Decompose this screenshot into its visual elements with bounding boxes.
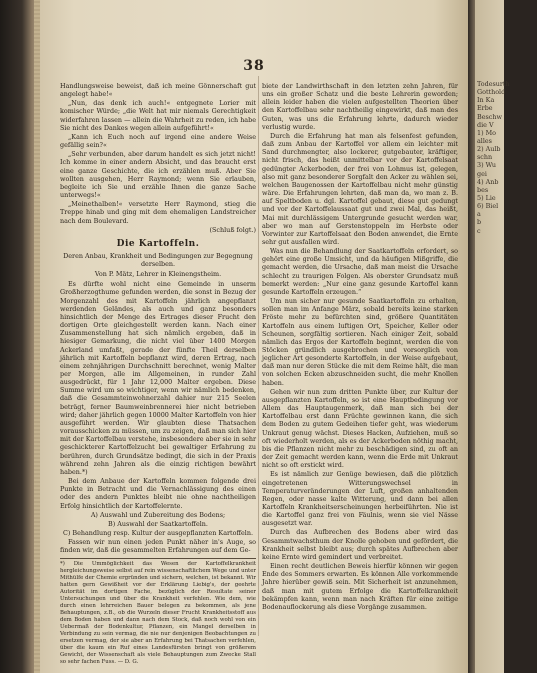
margin-line: 6) Biel [477, 202, 499, 211]
article-paragraph-6: Was nun die Behandlung der Saatkartoffeln erfordert, so gehört eine große Umsicht, und da häufigen Mißgriffe, die gemacht werden, die Ursache, daß man meist die Ursache schlecht zu traurigen Folgen. Als oberster Grundsatz muß bemerkt werden: „Nur eine ganz gesunde Kartoffel kann gesunde Kartoffeln erzeugen.“ [262, 247, 458, 296]
left-column [60, 82, 256, 666]
margin-line: 3) Wu [477, 161, 497, 170]
article-paragraph-11: Einen recht deutlichen Beweis hierfür können wir gegen Ende des Sommers erwarten. Es können Alle vorkommende Jahre hierüber gewiß sein. Mit Sicherheit ist anzunehmen, daß man mit gutem Erfolge die Kartoffelkrankheit bekämpfen kann, wenn man nach Kräften für eine zeitige Bodenauflockerung als diese Vorgänge zusammen. [262, 562, 458, 611]
margin-line: gei [477, 169, 487, 178]
next-page-text-strip [477, 80, 537, 235]
article-paragraph-10: Durch das Aufbrechen des Bodens aber wird das Gesammtwachsthum der Knolle gehoben und gefördert, die Krankheit selbst bleibt aus; durch spätes Aufbrechen aber keine Ernte wird gemindert und verbreitet. [262, 528, 458, 561]
list-item-b: B) Auswahl der Saatkartoffeln. [108, 519, 208, 528]
page-number: 38 [243, 58, 265, 74]
article-paragraph-2: Bei dem Anbaue der Kartoffeln kommen folgende drei Punkte in Betracht und die Vernachlässigung des einen oder des andern Punktes bleibt nie ohne nachtheiligen Erfolg hinsichtlich der Kartoffelernte. [60, 477, 256, 510]
margin-line: 1) Mo [477, 128, 496, 137]
margin-line: c [477, 226, 481, 235]
article-paragraph-1: Es dürfte wohl nicht eine Gemeinde in unserm Großherzogthume gefunden werden, die sonst in Bezug der Morgenzahl des mit Kartoffeln jährlich angepflanzt werdenden Geländes, als auch und ganz besonders hinsichtlich der Menge des Ertrages dieser Frucht den dortigen Orte gleichgestellt werden kann. Nach einer Zusammenstellung hat sich nämlich ergeben, daß in hiesiger Gemarkung, die nicht viel über 1400 Morgen Ackerland umfaßt, gerade der fünfte Theil derselben jährlich mit Kartoffeln bepflanzt wird, deren Ertrag, nach einem zehnjährigen Durchschnitt berechnet, wenig Malter per Morgen, alle im Allgemeinen, in runder Zahl ausgedrückt, für 1 Jahr 12,000 Malter ergeben. Diese Summe wird um so wichtiger, wenn wir nämlich bedenken, daß die Gesammteinwohnerzahl dahier nur 215 Seelen beträgt, ferner Baumweinbrennerei hier nicht betrieben wird; daher jährlich gegen 10000 Malter Kartoffeln von hier ausgeführt werden. Wir glaubten diese Thatsachen vorausschicken zu müssen, um zu zeigen, daß man sich hier mit der Kartoffelbau verstehe, insbesondere aber sie in sehr geschickterer Kartoffelzucht bei gewaltiger Erfahrung zu berühren, durch Grundsätze bedingt, die sich in der Praxis während zehn Jahren als die einzig richtigen bewährt haben.*) [60, 280, 256, 476]
story-paragraph-2: „Nun, das denk ich auch!« entgegnete Lorier mit komischer Würde; „die Welt hat mir niemals Gerechtigkeit widerfahren lassen — allein die Wahrheit zu reden, ich habe Sie nicht des Dankes wegen allein aufgeführt!« [60, 99, 256, 132]
margin-line: 2) Aulb [477, 145, 501, 154]
article-paragraph-9: Es ist nämlich zur Genüge bewiesen, daß die plötzlich eingetretenen Witterungswechsel in Temperaturveränderungen der Luft, großen anhaltenden Regen, oder nasse kalte Witterung, und dann bei allen Kartoffeln Krankheitserscheinungen herbeiführten. Nie ist die Kartoffel ganz frei von Fäulnis, wenn sie viel Nässe ausgesetzt war. [262, 470, 458, 528]
article-paragraph-7: Um nun sicher nur gesunde Saatkartoffeln zu erhalten, sollen man im Anfange März, sobald bereits keine starken Fröste mehr zu befürchten sind, größere Quantitäten Kartoffeln aus einem luftigen Ort, Speicher, Keller oder Scheunen, sorgfältig sortieren. Nach einiger Zeit, sobald nämlich das Ergos der Kartoffeln beginnt, werden die von Stöcken gründlich ausgebrochen und vorsorglich von jeglicher Art gesonderte Kartoffeln, in der Weise aufgebaut, daß man nur deren Stücke die mit dem Reime hält, die man von solchen Ecken abzuschneiden sucht, die mehr Knollen haben. [262, 297, 458, 387]
margin-line: die V [477, 120, 494, 129]
margin-line: b [477, 218, 482, 227]
margin-line: 5) Lie [477, 193, 496, 202]
article-author: Von P. Mätz, Lehrer in Kleinengstheim. [94, 270, 222, 279]
previous-page-edge [0, 0, 40, 673]
margin-line: bes [477, 185, 489, 194]
margin-line: a [477, 210, 481, 219]
margin-line: Erbe [477, 104, 493, 113]
right-column [262, 82, 458, 642]
margin-line: 4) Anb [477, 177, 499, 186]
margin-line: alles [477, 136, 492, 145]
article-subtitle: Deren Anbau, Krankheit und Bedingungen zur Begegnung derselben. [63, 251, 253, 268]
article-paragraph-3: Fassen wir nun einen jeden Punkt näher in's Auge, so finden wir, daß die gesammelten Erfahrungen auf dem Ge- [60, 538, 256, 555]
list-item-a: A) Auswahl und Zubereitung des Bodens; [90, 510, 226, 519]
margin-line: Beschw [477, 112, 502, 121]
story-paragraph-4: „Sehr verbunden, aber darum handelt es sich jetzt nicht! Ich komme in einer andern Absicht, und das braucht erst eine ganze Geschichte, die ich erzählen muß. Aber Sie wollten ausgehen, Herr Raymond; wenn Sie erlauben, begleite ich Sie und erzähle Ihnen die ganze Sache unterwegs!« [60, 150, 256, 200]
margin-line: Todesurth [477, 80, 510, 88]
story-paragraph-3: „Kann ich Euch noch auf irgend eine andere Weise gefällig sein?« [60, 132, 256, 150]
story-paragraph-5: „Meinethalben!« versetzte Herr Raymond, stieg die Treppe hinab und ging mit dem ehemaligen Landstreicher nach dem Boulevard. [60, 200, 256, 225]
article-title: Die Kartoffeln. [116, 238, 200, 249]
article-paragraph-5: Durch die Erfahrung hat man als felsenfest gefunden, daß zum Anbau der Kartoffel vor allem ein leichter mit Sand durchmengter, also lockerer, gutgebauter, kräftiger, nicht frisch, das heißt unmittelbar vor der Kartoffelsaat gedüngter Ackerboden, der frei von Lohmus ist, gelegen, also mit ganz besonderer Sorgfalt den Acker zu wählen sei, welchen Baugenossen der Kartoffelbau nicht mehr günstig wäre. Die Erfahrungen lehrten, daß man da, wo man z. B. auf Speltboden u. dgl. Kartoffel gebaut, diese gut gedungt und vor der Kartoffelaussaat gut und zwei Mal, das heißt, Mai mit durchlässigem Untergrunde gesucht werden war, aber wo man auf Gerstenstoppeln im Herbste oder Vorwinter zur Kartoffelsaat den Boden anwendet, die Ernte sehr gut ausfallen wird. [262, 131, 458, 246]
column-divider [258, 76, 259, 636]
list-item-c: C) Behandlung resp. Kultur der ausgepflanzten Kartoffeln. [62, 528, 253, 537]
margin-line: schn [477, 153, 493, 162]
book-page [40, 0, 468, 673]
margin-line: Gotthold [477, 88, 506, 97]
article-paragraph-4: biete der Landwirthschaft in den letzten zehn Jahren, für uns ein großer Schatz und die beste Lehrerin geworden; allein leider haben die vielen aufgestellten Theorien über den Kartoffelbau sehr nachtheilig eingewirkt, daß man des Guten, was uns die Erfahrung lehrte, dadurch wieder verlustig wurde. [262, 82, 458, 131]
story-continuation-note: (Schluß folgt.) [209, 225, 256, 234]
binding-seam [468, 0, 475, 673]
article-paragraph-8: Gehen wir nun zum dritten Punkte über, zur Kultur der ausgepflanzten Kartoffeln, so ist eine Hauptbedingung vor Allem das Hauptaugenmerk, daß man sich bei der Kartoffelbau erst dann Früchte gewinnen kann, die sich dem Boden zu gutem Gedeihen tiefer geht, was wiederum Unkraut genug wächst. Dieses Hacken, Aufziehen, muß so oft wiederholt werden, als es der Ackerboden nöthig macht, bis die Pflanzen nicht mehr zu beschädigen sind, zu oft an der Zeit gemacht werden kann, wenn die Erde mit Unkraut nicht so oft erstickt wird. [262, 387, 458, 470]
story-paragraph-1: Handlungsweise beweist, daß ich meine Gönnerschaft gut angelegt habe!« [60, 82, 256, 99]
margin-line: In Ka [477, 96, 495, 105]
footnote: *) Die Ummöglichkeit das Wesen der Kartoffelkrankheit hergleichungsweise selbst auf rein wissenschaftlichem Wege und unter Mithülfe der Chemie ergründen und sichern, welchen, ist bekannt. Wir hatten gern Gewißheit vor der Erklärung Liebig's, der geehrte Autorität im dortigen Fache, bezüglich der Resultate seiner Untersuchungen und über die Krankheit verfehlen. Wie dem, wie durch einen lehrreichen Bauer belegen zu bekommen, als jene Behauptungen, z.B., ob die Wurzeln dieser Frucht Krankheitsstoff aus dem Boden haben und dann nach dem Stock, daß noch wohl von ein Uebermaß der Bodenkultur, Pflanzen, ein Mangel derselben in Verbindung zu sein vermag, die nie nur denjenigen Beobachtungen zu ersetzen vermag, der sie aber an Erfahrung bei Thatsachen verfehlen, über die kaum ein Ruf eines Landesfürsten bringt von größerem Gewicht, der Wissenschaft als viele Behauptungen zum Zwecke Stall so sehr fachen Fuss. — D. G. [60, 558, 256, 666]
next-page-edge [468, 0, 510, 673]
